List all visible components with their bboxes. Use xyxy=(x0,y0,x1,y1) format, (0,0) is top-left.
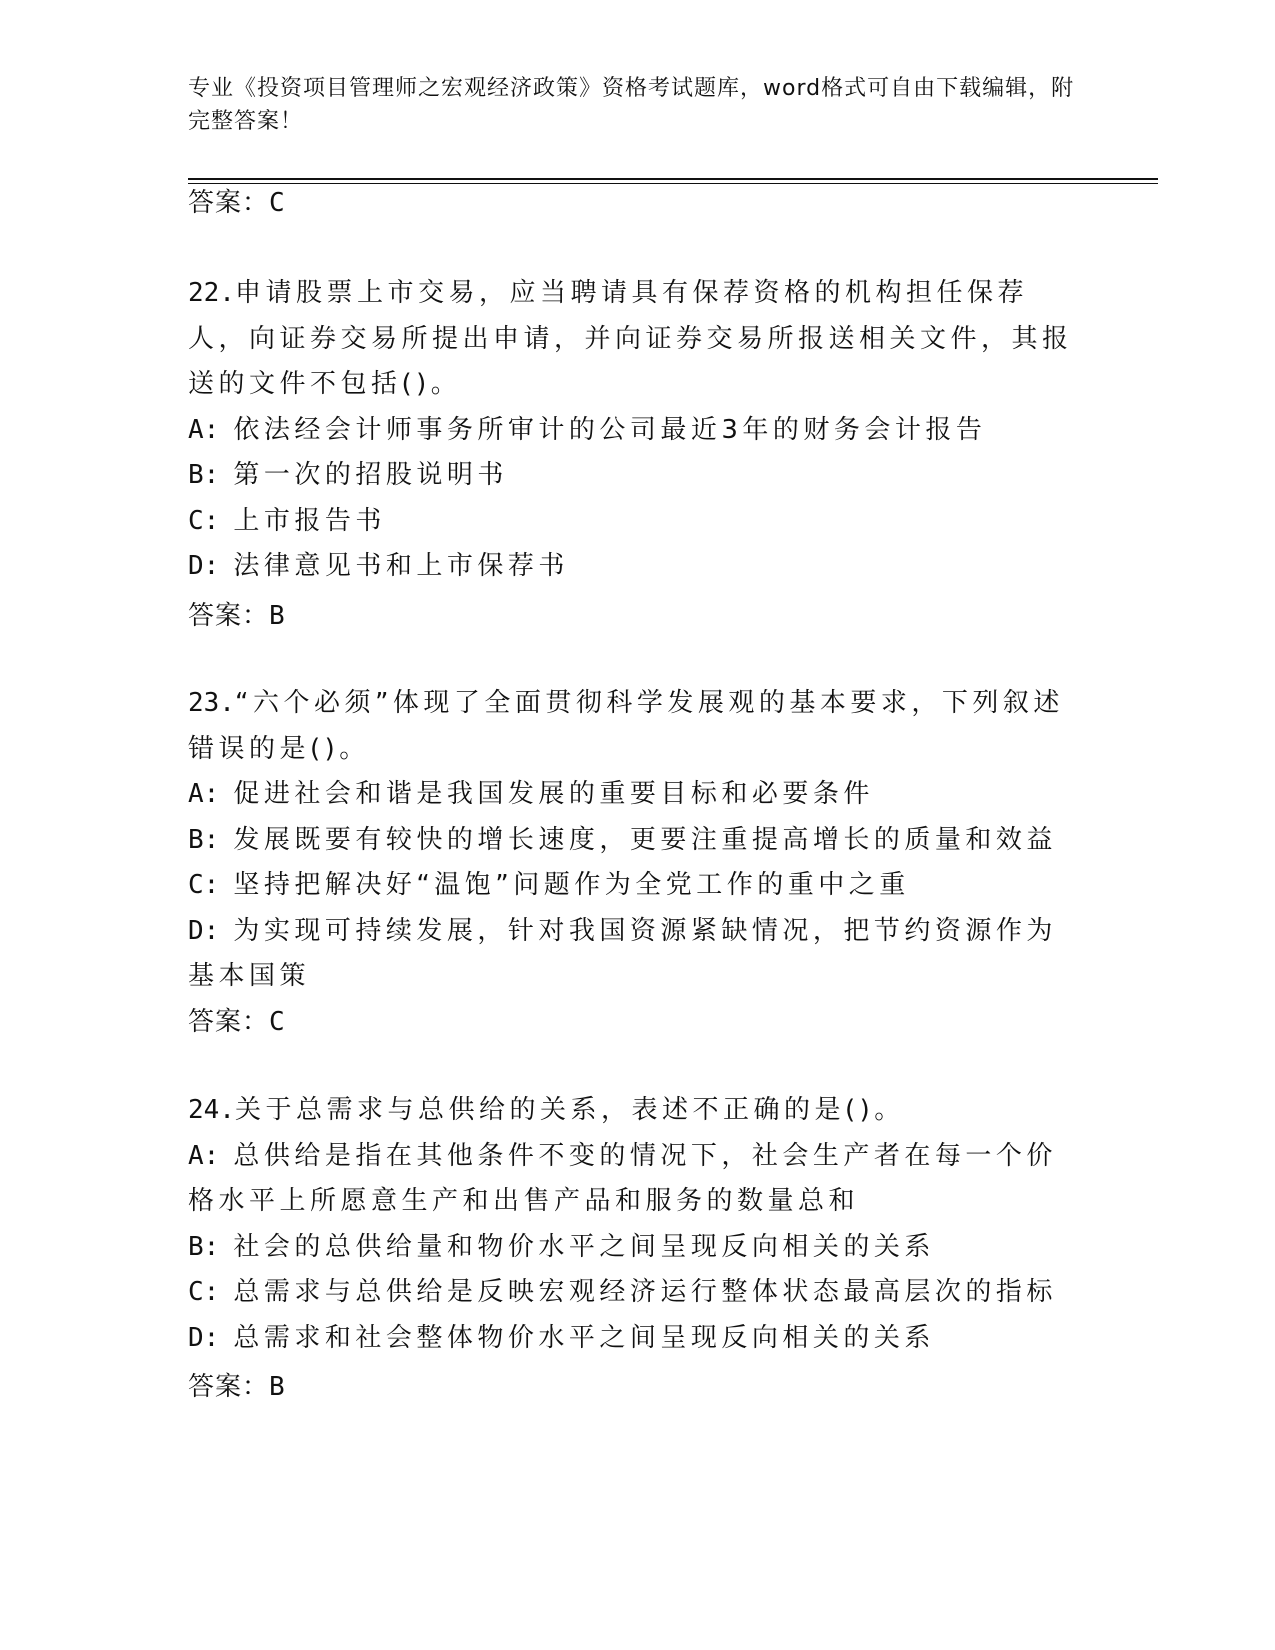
option-text: 社会的总供给量和物价水平之间呈现反向相关的关系 xyxy=(233,1231,935,1262)
option-key: C: xyxy=(188,505,220,536)
option-c xyxy=(188,499,1078,545)
question-stem xyxy=(188,681,1078,772)
answer-value: B xyxy=(269,601,286,631)
option-c xyxy=(188,1270,1078,1316)
option-a xyxy=(188,1134,1078,1225)
option-text: 总需求和社会整体物价水平之间呈现反向相关的关系 xyxy=(233,1322,935,1353)
answer-line-22 xyxy=(188,599,286,633)
answer-value: C xyxy=(269,1007,286,1037)
answer-value: B xyxy=(269,1372,286,1402)
option-a xyxy=(188,772,1078,818)
option-key: C: xyxy=(188,870,220,900)
option-text: 上市报告书 xyxy=(233,505,386,536)
option-key: A: xyxy=(188,779,220,809)
option-b xyxy=(188,1225,1078,1271)
answer-label: 答案： xyxy=(188,1372,270,1402)
option-text: 发展既要有较快的增长速度，更要注重提高增长的质量和效益 xyxy=(233,824,1057,855)
option-text: 总需求与总供给是反映宏观经济运行整体状态最高层次的指标 xyxy=(233,1277,1057,1307)
option-key: D: xyxy=(188,551,220,581)
option-key: C: xyxy=(188,1277,220,1307)
option-key: A: xyxy=(188,1140,220,1171)
option-c xyxy=(188,863,1078,909)
option-key: A: xyxy=(188,414,220,445)
header-divider-thin xyxy=(188,183,1158,184)
option-text: 总供给是指在其他条件不变的情况下，社会生产者在每一个价格水平上所愿意生产和出售产品和服务的数量总和 xyxy=(188,1140,1057,1216)
question-text: “六个必须”体现了全面贯彻科学发展观的基本要求，下列叙述错误的是()。 xyxy=(188,688,1064,764)
option-text: 法律意见书和上市保荐书 xyxy=(233,551,569,581)
answer-label: 答案： xyxy=(188,601,270,631)
option-d xyxy=(188,544,1078,590)
option-key: D: xyxy=(188,915,220,946)
answer-line-23 xyxy=(188,1005,286,1039)
answer-line-21 xyxy=(188,186,286,220)
option-key: D: xyxy=(188,1322,220,1353)
question-stem xyxy=(188,1088,1078,1134)
option-key: B: xyxy=(188,1231,220,1262)
question-text: 关于总需求与总供给的关系，表述不正确的是()。 xyxy=(234,1095,905,1125)
answer-label: 答案： xyxy=(188,188,270,218)
option-text: 依法经会计师事务所审计的公司最近3年的财务会计报告 xyxy=(233,414,987,445)
option-text: 坚持把解决好“温饱”问题作为全党工作的重中之重 xyxy=(233,870,910,900)
question-stem xyxy=(188,271,1078,408)
question-text: 申请股票上市交易，应当聘请具有保荐资格的机构担任保荐人，向证券交易所提出申请，并向证券交易所报送相关文件，其报送的文件不包括()。 xyxy=(188,278,1073,399)
question-24 xyxy=(188,1088,1078,1361)
option-key: B: xyxy=(188,824,220,855)
header-divider-thick xyxy=(188,178,1158,180)
question-number: 22. xyxy=(188,278,235,308)
option-b xyxy=(188,818,1078,864)
option-text: 为实现可持续发展，针对我国资源紧缺情况，把节约资源作为基本国策 xyxy=(188,915,1057,991)
option-d xyxy=(188,1316,1078,1362)
option-key: B: xyxy=(188,460,220,490)
option-d xyxy=(188,909,1078,1000)
option-b xyxy=(188,453,1078,499)
option-a xyxy=(188,408,1078,454)
document-header: 专业《投资项目管理师之宏观经济政策》资格考试题库，word格式可自由下载编辑，附完整答案！ xyxy=(188,76,1075,134)
question-number: 23. xyxy=(188,688,235,718)
question-22 xyxy=(188,271,1078,590)
answer-line-24 xyxy=(188,1370,286,1404)
answer-value: C xyxy=(269,188,286,218)
option-text: 第一次的招股说明书 xyxy=(233,460,508,490)
answer-label: 答案： xyxy=(188,1007,270,1037)
question-number: 24. xyxy=(188,1095,235,1125)
question-23 xyxy=(188,681,1078,1000)
option-text: 促进社会和谐是我国发展的重要目标和必要条件 xyxy=(233,779,874,809)
